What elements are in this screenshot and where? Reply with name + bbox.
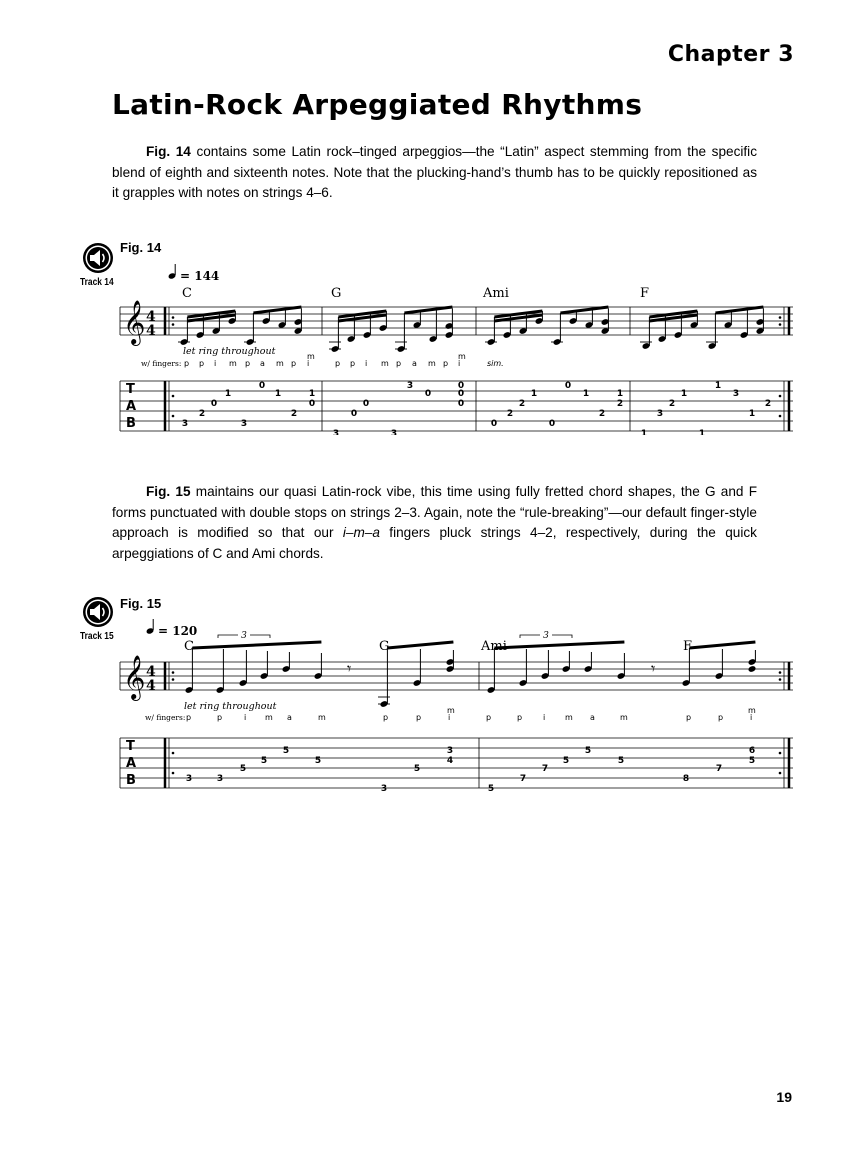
fingers-label: w/ fingers: bbox=[145, 713, 186, 722]
finger-letter: p bbox=[291, 359, 297, 368]
tab-number: 2 bbox=[198, 409, 206, 419]
finger-letter: m bbox=[565, 713, 573, 722]
sim-text: sim. bbox=[487, 359, 504, 368]
paragraph-lead: Fig. 14 bbox=[146, 144, 191, 159]
figure-label: Fig. 14 bbox=[120, 240, 162, 255]
chord-symbol: C bbox=[184, 639, 194, 654]
tab-number: 7 bbox=[541, 764, 549, 774]
svg-text:4: 4 bbox=[146, 664, 156, 680]
let-ring-text: let ring throughout bbox=[184, 701, 277, 712]
fig14-score bbox=[0, 255, 864, 435]
let-ring-text: let ring throughout bbox=[183, 346, 276, 357]
finger-letter: m bbox=[265, 713, 273, 722]
figure-label: Fig. 15 bbox=[120, 596, 162, 611]
beam bbox=[192, 642, 321, 648]
finger-mark: m bbox=[307, 352, 315, 361]
tab-number: 4 bbox=[446, 756, 454, 766]
finger-letter: p bbox=[335, 359, 341, 368]
chord-symbol: G bbox=[379, 639, 390, 654]
tab-number: 2 bbox=[616, 399, 624, 409]
tab-number: 5 bbox=[413, 764, 421, 774]
tab-number: 5 bbox=[748, 756, 756, 766]
finger-mark: i bbox=[750, 713, 753, 722]
beam bbox=[689, 642, 755, 648]
tab-number: 0 bbox=[457, 399, 465, 409]
track-label: Track 14 bbox=[80, 276, 114, 288]
tab-number: 0 bbox=[564, 381, 572, 391]
chord-symbol: Ami bbox=[481, 639, 507, 654]
tab-numbers bbox=[186, 746, 755, 792]
svg-text:T: T bbox=[126, 739, 135, 754]
tab-number: 5 bbox=[239, 764, 247, 774]
finger-letter: i bbox=[244, 713, 247, 722]
fingers-label: w/ fingers: bbox=[141, 359, 182, 368]
finger-letter: p bbox=[443, 359, 449, 368]
tab-number: 5 bbox=[314, 756, 322, 766]
triplet-number: 3 bbox=[543, 631, 549, 641]
tab-number: 7 bbox=[519, 774, 527, 784]
finger-mark: i bbox=[448, 713, 451, 722]
finger-mark: m bbox=[447, 706, 455, 715]
eighth-rest-icon: 𝄾 bbox=[347, 659, 352, 678]
tab-number: 2 bbox=[518, 399, 526, 409]
paragraph-fig15 bbox=[112, 482, 757, 564]
finger-letter: i bbox=[365, 359, 368, 368]
finger-letter: i bbox=[307, 359, 310, 368]
tab-number: 0 bbox=[548, 419, 556, 429]
finger-letter: m bbox=[229, 359, 237, 368]
page-title: Latin-Rock Arpeggiated Rhythms bbox=[112, 88, 643, 121]
tab-number: 1 bbox=[274, 389, 282, 399]
tab-number: 0 bbox=[362, 399, 370, 409]
chord-symbol: F bbox=[640, 286, 650, 301]
finger-letter: p bbox=[184, 359, 190, 368]
tab-number: 2 bbox=[764, 399, 772, 409]
tab-number: 3 bbox=[446, 746, 454, 756]
svg-text:4: 4 bbox=[146, 323, 156, 339]
tempo-marking bbox=[146, 619, 198, 638]
tab-number: 0 bbox=[457, 389, 465, 399]
finger-letter: i bbox=[214, 359, 217, 368]
finger-letter: p bbox=[186, 713, 192, 722]
tab-staff bbox=[120, 381, 793, 431]
tab-number: 5 bbox=[617, 756, 625, 766]
tab-number: 0 bbox=[210, 399, 218, 409]
chapter-heading: Chapter 3 bbox=[667, 42, 794, 67]
finger-letter: a bbox=[590, 713, 595, 722]
finger-letter: p bbox=[199, 359, 205, 368]
tab-number: 5 bbox=[584, 746, 592, 756]
tab-number: 1 bbox=[530, 389, 538, 399]
tab-number: 0 bbox=[308, 399, 316, 409]
svg-text:4: 4 bbox=[146, 678, 156, 694]
svg-text:A: A bbox=[126, 399, 137, 414]
finger-letter: p bbox=[396, 359, 402, 368]
tab-number: 3 bbox=[185, 774, 193, 784]
paragraph-text: maintains our quasi Latin-rock vibe, this time using fully fretted chord shapes, the G and F forms punctuated with double stops on strings 2–3. Again, note the “rule-breaking”—our default finger-style approach is modified so that our bbox=[112, 484, 758, 540]
tab-number: 6 bbox=[748, 746, 756, 756]
tab-numbers bbox=[182, 381, 771, 435]
tab-number: 3 bbox=[181, 419, 189, 429]
treble-clef-icon: 𝄞 bbox=[123, 300, 146, 344]
svg-text:B: B bbox=[126, 416, 136, 431]
tab-number: 1 bbox=[582, 389, 590, 399]
tab-number: 1 bbox=[616, 389, 624, 399]
chord-symbol: F bbox=[683, 639, 693, 654]
tab-number: 5 bbox=[260, 756, 268, 766]
svg-text:A: A bbox=[126, 756, 137, 771]
tempo-text: = 144 bbox=[180, 269, 220, 283]
svg-text:B: B bbox=[126, 773, 136, 788]
tempo-marking bbox=[168, 264, 220, 283]
tab-number: 5 bbox=[487, 784, 495, 792]
eighth-rest-icon: 𝄾 bbox=[651, 659, 656, 678]
tab-number: 8 bbox=[682, 774, 690, 784]
finger-letter: p bbox=[350, 359, 356, 368]
tab-number: 3 bbox=[656, 409, 664, 419]
fig15-score bbox=[0, 612, 864, 792]
beam bbox=[253, 307, 301, 313]
beam bbox=[387, 642, 453, 648]
tab-number: 5 bbox=[562, 756, 570, 766]
tab-number: 0 bbox=[490, 419, 498, 429]
paragraph-lead: Fig. 15 bbox=[146, 484, 191, 499]
page-number: 19 bbox=[776, 1089, 792, 1105]
tab-number: 3 bbox=[380, 784, 388, 792]
tab-number: 1 bbox=[680, 389, 688, 399]
finger-letter: a bbox=[412, 359, 417, 368]
tab-number: 1 bbox=[748, 409, 756, 419]
finger-letter: a bbox=[287, 713, 292, 722]
tab-number: 0 bbox=[424, 389, 432, 399]
finger-mark: m bbox=[748, 706, 756, 715]
svg-text:T: T bbox=[126, 382, 135, 397]
triplet-number: 3 bbox=[241, 631, 247, 641]
paragraph-text: fingers pluck strings 4–2, respectively, during the quick arpeggiations of C and Ami chords. bbox=[112, 525, 757, 561]
finger-letter: p bbox=[718, 713, 724, 722]
chord-symbol: G bbox=[331, 286, 342, 301]
tab-number: 1 bbox=[308, 389, 316, 399]
finger-letter: m bbox=[318, 713, 326, 722]
chord-symbol: Ami bbox=[483, 286, 509, 301]
tab-number: 2 bbox=[598, 409, 606, 419]
tab-number: 2 bbox=[506, 409, 514, 419]
chord-symbol: C bbox=[182, 286, 192, 301]
tab-number: 1 bbox=[640, 429, 648, 435]
tab-clef bbox=[126, 382, 136, 431]
finger-letter: p bbox=[245, 359, 251, 368]
beam bbox=[560, 307, 608, 313]
tab-number: 1 bbox=[714, 381, 722, 391]
finger-letter: m bbox=[381, 359, 389, 368]
tab-number: 2 bbox=[668, 399, 676, 409]
finger-letter: m bbox=[276, 359, 284, 368]
tab-number: 3 bbox=[240, 419, 248, 429]
finger-letter: a bbox=[260, 359, 265, 368]
finger-letter: p bbox=[486, 713, 492, 722]
finger-letter: m bbox=[620, 713, 628, 722]
beam bbox=[494, 642, 624, 648]
tab-clef bbox=[126, 739, 136, 788]
beam bbox=[404, 307, 452, 313]
staff bbox=[120, 662, 793, 690]
tab-number: 1 bbox=[224, 389, 232, 399]
paragraph-text: contains some Latin rock–tinged arpeggios—the “Latin” aspect stemming from the specific blend of eighth and sixteenth notes. Note that the plucking-hand’s thumb has to be quickly repositioned as it grapples with notes on strings 4–6. bbox=[112, 144, 757, 200]
finger-letter: p bbox=[686, 713, 692, 722]
paragraph-italic: i–m–a bbox=[342, 525, 380, 540]
finger-mark: m bbox=[458, 352, 466, 361]
paragraph-fig14 bbox=[112, 142, 757, 204]
tab-number: 1 bbox=[698, 429, 706, 435]
finger-letter: p bbox=[517, 713, 523, 722]
tab-number: 0 bbox=[350, 409, 358, 419]
track-label: Track 15 bbox=[80, 630, 114, 642]
notehead bbox=[748, 665, 757, 673]
finger-letter: m bbox=[428, 359, 436, 368]
tab-number: 7 bbox=[715, 764, 723, 774]
tab-number: 3 bbox=[332, 429, 340, 435]
svg-text:4: 4 bbox=[146, 309, 156, 325]
tab-number: 0 bbox=[457, 381, 465, 391]
finger-letter: p bbox=[217, 713, 223, 722]
tab-number: 3 bbox=[732, 389, 740, 399]
tab-number: 3 bbox=[216, 774, 224, 784]
fig15-notes bbox=[185, 631, 757, 708]
tab-number: 2 bbox=[290, 409, 298, 419]
beam bbox=[715, 307, 763, 313]
finger-letter: i bbox=[458, 359, 461, 368]
tab-number: 0 bbox=[258, 381, 266, 391]
tab-number: 3 bbox=[390, 429, 398, 435]
tab-number: 3 bbox=[406, 381, 414, 391]
fingering-row bbox=[184, 359, 460, 368]
tempo-text: = 120 bbox=[158, 624, 198, 638]
finger-letter: p bbox=[383, 713, 389, 722]
finger-letter: i bbox=[543, 713, 546, 722]
treble-clef-icon: 𝄞 bbox=[123, 655, 146, 699]
tab-number: 5 bbox=[282, 746, 290, 756]
finger-letter: p bbox=[416, 713, 422, 722]
